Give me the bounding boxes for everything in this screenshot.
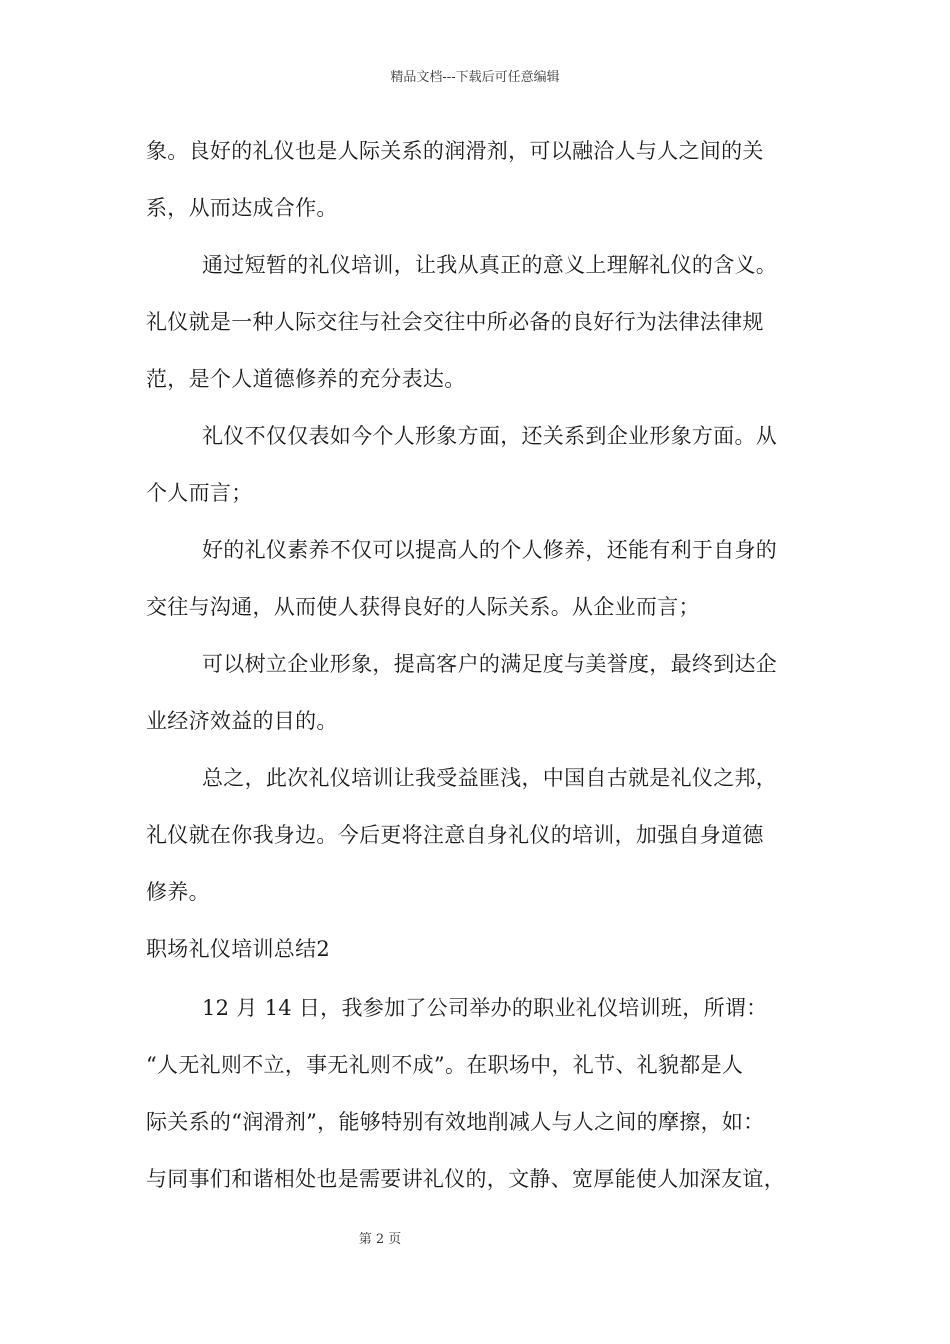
text-line: 可以树立企业形象，提高客户的满足度与美誉度，最终到达企 — [202, 652, 778, 676]
page-header: 精品文档---下载后可任意编辑 — [390, 70, 560, 85]
text-line: 业经济效益的目的。 — [146, 709, 338, 733]
text-line: 系，从而达成合作。 — [146, 196, 338, 220]
text-line: 好的礼仪素养不仅可以提高人的个人修养，还能有利于自身的 — [202, 538, 778, 562]
text-line: 范，是个人道德修养的充分表达。 — [146, 367, 466, 391]
text-line: 修养。 — [146, 880, 210, 904]
text-line: 12 月 14 日，我参加了公司举办的职业礼仪培训班，所谓： — [202, 996, 768, 1020]
page-number: 第 2 页 — [358, 1232, 402, 1247]
section-heading: 职场礼仪培训总结2 — [146, 937, 331, 961]
text-line: 总之，此次礼仪培训让我受益匪浅，中国自古就是礼仪之邦， — [202, 766, 778, 790]
text-line: 礼仪就是一种人际交往与社会交往中所必备的良好行为法律法律规 — [146, 310, 764, 334]
text-line: 礼仪不仅仅表如今个人形象方面，还关系到企业形象方面。从 — [202, 424, 778, 448]
text-line: “人无礼则不立，事无礼则不成”。在职场中，礼节、礼貌都是人 — [146, 1053, 744, 1077]
text-line: 个人而言； — [146, 481, 253, 505]
document-body — [146, 128, 810, 1213]
text-line: 通过短暂的礼仪培训，让我从真正的意义上理解礼仪的含义。 — [202, 253, 778, 277]
text-line: 象。良好的礼仪也是人际关系的润滑剂，可以融洽人与人之间的关 — [146, 139, 764, 163]
text-line: 际关系的“润滑剂”，能够特别有效地削减人与人之间的摩擦，如： — [146, 1110, 765, 1134]
text-line: 与同事们和谐相处也是需要讲礼仪的，文静、宽厚能使人加深友谊， — [146, 1167, 785, 1191]
text-line: 礼仪就在你我身边。今后更将注意自身礼仪的培训，加强自身道德 — [146, 823, 764, 847]
text-line: 交往与沟通，从而使人获得良好的人际关系。从企业而言； — [146, 595, 700, 619]
